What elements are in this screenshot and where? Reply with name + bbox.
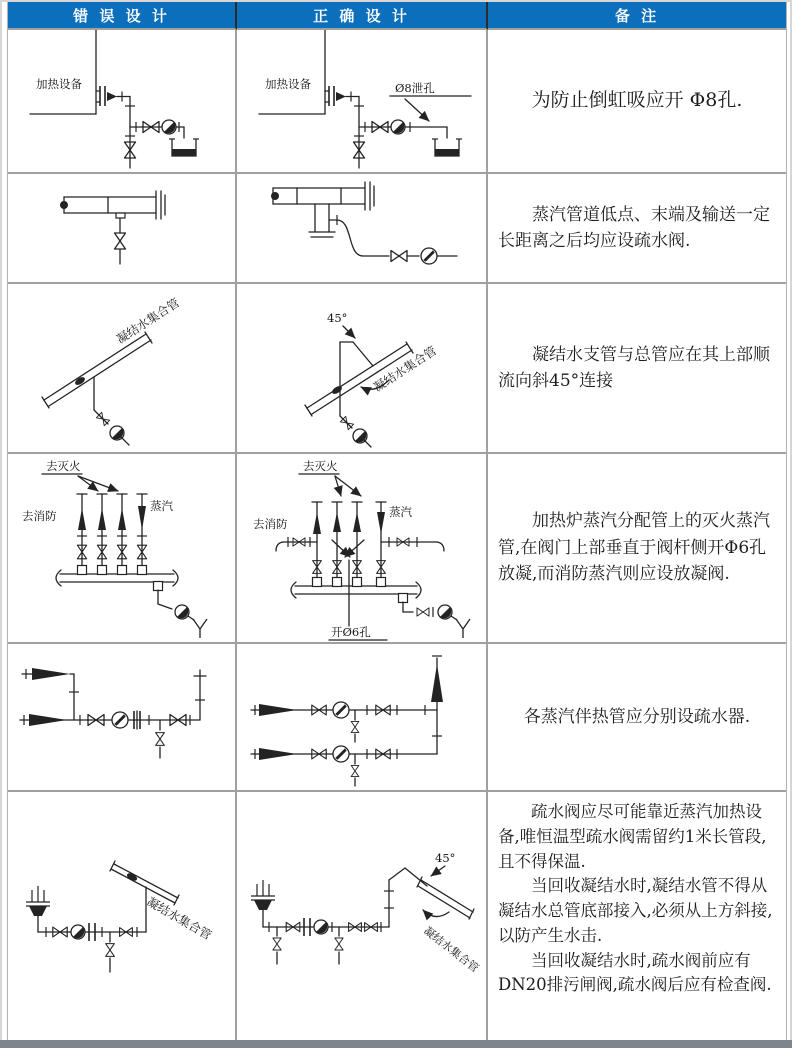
header-label: 正 确 设 计 — [313, 6, 410, 25]
angle-label: 45° — [327, 311, 348, 325]
trap-assembly — [154, 582, 208, 639]
correct-design-diagram-3 — [237, 284, 486, 452]
correct-design-diagram-2 — [237, 174, 486, 282]
remark-row3 — [488, 284, 786, 454]
steam-label: 蒸汽 — [150, 499, 173, 513]
column-header-correct-design — [237, 2, 488, 30]
remark-text: 各蒸汽伴热管应分别设疏水器. — [523, 706, 751, 727]
wrong-design-diagram-4 — [8, 454, 235, 642]
wrong-design-diagram-5 — [8, 644, 235, 790]
equipment-label: 加热设备 — [36, 77, 82, 91]
bottom-border-bar — [0, 1040, 792, 1048]
drain-valve-icon — [115, 233, 126, 249]
end-flange — [156, 191, 165, 219]
cell-correct-row2 — [237, 174, 488, 284]
remark-text: 凝结水支管与总管应在其上部顺流向斜45°连接 — [498, 344, 770, 391]
remark-row4 — [488, 454, 786, 644]
branch-3 — [352, 502, 362, 587]
cell-correct-row5 — [237, 644, 488, 792]
header-pipe-label: 凝结水集合管 — [421, 924, 482, 975]
to-fire-label: 去消防 — [22, 509, 57, 523]
wrong-design-diagram-1 — [8, 30, 235, 172]
tracer-line-upper — [22, 668, 79, 720]
branch-1-fire — [276, 502, 322, 587]
drain-tank-icon — [169, 139, 199, 156]
end-flange — [365, 182, 374, 210]
heater-equipment-icon — [251, 880, 275, 910]
header-label: 备 注 — [614, 6, 660, 25]
steam-trap-icon — [421, 248, 437, 264]
drain-hole-label: Ø8泄孔 — [395, 81, 435, 95]
correct-design-diagram-4 — [237, 454, 486, 642]
remark-text: 当回收凝结水时,凝结水管不得从凝结水总管底部接入,必须从上方斜接,以防产生水击. — [498, 876, 773, 945]
drill-hole-label: 开Ø6孔 — [331, 625, 371, 639]
header-label: 错 误 设 计 — [73, 6, 170, 25]
remark-text: 疏水阀应尽可能靠近蒸汽加热设备,唯恒温型疏水阀需留约1米长管段,且不得保温. — [498, 802, 767, 871]
correct-design-diagram-6 — [237, 792, 486, 1040]
tracer-line-main — [20, 711, 200, 758]
branch-1 — [77, 494, 87, 575]
cell-correct-row1 — [237, 30, 488, 174]
remark-row1 — [488, 30, 786, 174]
remark-text: 当回收凝结水时,疏水阀前应有DN20排污闸阀,疏水阀后应有检查阀. — [498, 950, 772, 995]
cell-wrong-row3 — [8, 284, 237, 454]
cell-correct-row3 — [237, 284, 488, 454]
drain-tank-icon — [432, 139, 462, 156]
heating-equipment-wall — [259, 30, 325, 114]
leader-arrow — [78, 476, 118, 491]
to-extinguish-label: 去灭火 — [46, 459, 81, 473]
condensate-line — [263, 918, 389, 964]
column-header-wrong-design — [8, 2, 237, 30]
remark-text: 为防止倒虹吸应开 Φ8孔. — [531, 89, 743, 112]
branch-45-connection — [340, 342, 373, 416]
angle-label: 45° — [435, 851, 456, 865]
trap-assembly — [399, 594, 471, 639]
remark-row5 — [488, 644, 786, 792]
design-comparison-table — [7, 2, 787, 1042]
leader-arrow — [335, 476, 361, 496]
condensate-header-pipe — [110, 861, 179, 905]
correct-design-diagram-5 — [237, 644, 486, 790]
cell-wrong-row6 — [8, 792, 237, 1042]
branch-3 — [117, 494, 127, 575]
cell-wrong-row5 — [8, 644, 237, 792]
steam-label: 蒸汽 — [389, 505, 412, 519]
heater-equipment-icon — [26, 886, 50, 916]
steam-trap-icon — [391, 120, 405, 134]
leader-arrow — [431, 866, 445, 876]
collection-riser — [431, 656, 443, 754]
branch-2 — [97, 494, 107, 575]
leader-arrow — [78, 476, 98, 491]
steam-trap-icon — [162, 120, 176, 134]
header-pipe-label: 凝结水集合管 — [144, 894, 214, 943]
condensate-header-pipe — [42, 332, 152, 408]
heating-equipment-wall — [30, 30, 96, 114]
leader-arrow — [343, 326, 355, 338]
steam-pipe-with-drip-leg — [271, 188, 365, 237]
riser-45-connection — [384, 868, 427, 927]
wrong-design-diagram-2 — [8, 174, 235, 282]
leader-arrow — [405, 99, 429, 121]
header-pipe-label: 凝结水集合管 — [371, 343, 440, 395]
tracer-line-1 — [251, 702, 437, 742]
equipment-label: 加热设备 — [265, 77, 311, 91]
cell-correct-row6 — [237, 792, 488, 1042]
remark-row2 — [488, 174, 786, 284]
remark-row6 — [488, 792, 786, 1042]
riser — [194, 670, 206, 720]
cell-wrong-row2 — [8, 174, 237, 284]
flow-arrow — [423, 910, 449, 917]
to-fire-label: 去消防 — [253, 517, 288, 531]
wrong-design-diagram-3 — [8, 284, 235, 452]
cell-wrong-row4 — [8, 454, 237, 644]
branch-4-steam-inlet — [137, 494, 147, 575]
condensate-line — [38, 923, 146, 972]
wrong-design-diagram-6 — [8, 792, 235, 1040]
remark-text: 加热炉蒸汽分配管上的灭火蒸汽管,在阀门上部垂直于阀杆侧开Φ6孔放凝,而消防蒸汽则应设放凝阀. — [498, 511, 770, 585]
column-header-remark — [488, 2, 786, 30]
to-extinguish-label: 去灭火 — [303, 459, 338, 473]
remark-text: 蒸汽管道低点、末端及输送一定长距离之后均应设疏水阀. — [498, 204, 770, 251]
tracer-line-2 — [251, 746, 437, 786]
valve-icon — [391, 251, 407, 262]
correct-design-diagram-1 — [237, 30, 486, 172]
header-pipe-label: 凝结水集合管 — [114, 295, 183, 347]
cell-wrong-row1 — [8, 30, 237, 174]
cell-correct-row4 — [237, 454, 488, 644]
steam-pipe — [60, 197, 156, 213]
